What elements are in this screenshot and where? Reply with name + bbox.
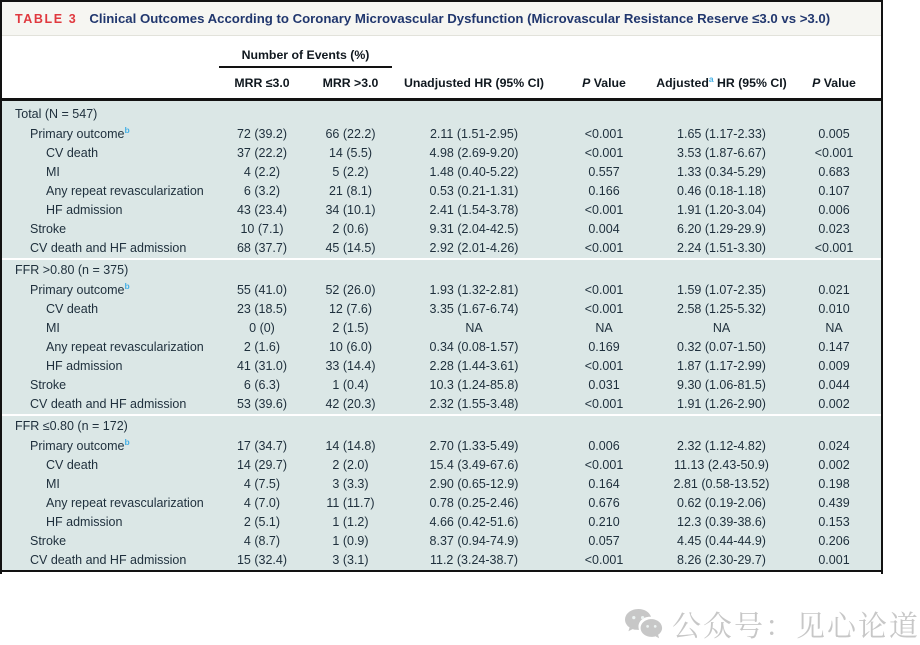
cell-col-1: 1 (0.4) — [332, 378, 369, 392]
cell-col-4: 0.62 (0.19-2.06) — [677, 496, 766, 510]
cell-col-0: 2 (1.6) — [243, 340, 281, 354]
cell-col-2: 3.35 (1.67-6.74) — [429, 302, 519, 316]
table-row — [2, 475, 881, 494]
cell-col-5: 0.206 — [818, 534, 850, 548]
cell-col-0: 23 (18.5) — [236, 302, 288, 316]
cell-col-2: 15.4 (3.49-67.6) — [429, 458, 519, 472]
cell-col-4: 3.53 (1.87-6.67) — [677, 146, 766, 160]
table-row — [2, 532, 881, 551]
cell-col-5: 0.009 — [818, 359, 850, 373]
cell-col-1: 1 (0.9) — [332, 534, 369, 548]
cell-col-5: 0.439 — [818, 496, 850, 510]
cell-col-1: 21 (8.1) — [328, 184, 373, 198]
cell-col-2: 2.90 (0.65-12.9) — [429, 477, 519, 491]
table-row — [2, 281, 881, 300]
cell-col-5: 0.147 — [818, 340, 850, 354]
cell-col-1: 42 (20.3) — [325, 397, 376, 411]
row-label: Any repeat revascularization — [46, 184, 204, 198]
row-label: HF admission — [46, 515, 123, 529]
cell-col-4: 4.45 (0.44-44.9) — [677, 534, 766, 548]
cell-col-3: NA — [595, 321, 613, 335]
cell-col-2: 2.28 (1.44-3.61) — [429, 359, 519, 373]
watermark-text: 公众号：见心论道 — [672, 609, 920, 643]
cell-col-0: 15 (32.4) — [236, 553, 288, 567]
row-label: CV death and HF admission — [30, 241, 187, 255]
section-header-row — [2, 260, 881, 281]
cell-col-3: 0.210 — [588, 515, 620, 529]
table-section-2 — [2, 414, 881, 570]
cell-col-4: 11.13 (2.43-50.9) — [674, 458, 769, 472]
table-row — [2, 163, 881, 182]
cell-col-5: 0.021 — [818, 283, 850, 297]
cell-col-4: 12.3 (0.39-38.6) — [677, 515, 766, 529]
cell-col-0: 0 (0) — [249, 321, 275, 335]
table-section-1 — [2, 258, 881, 414]
row-label: Stroke — [30, 378, 67, 392]
cell-col-5: 0.010 — [818, 302, 850, 316]
row-label: CV death and HF admission — [30, 553, 187, 567]
row-label: MI — [46, 321, 60, 335]
cell-col-5: 0.683 — [818, 165, 850, 179]
row-label: Stroke — [30, 534, 67, 548]
cell-col-5: <0.001 — [814, 146, 854, 160]
cell-col-3: <0.001 — [584, 283, 624, 297]
cell-col-3: 0.006 — [588, 439, 620, 453]
cell-col-1: 52 (26.0) — [325, 283, 376, 297]
cell-col-2: 4.98 (2.69-9.20) — [429, 146, 519, 160]
cell-col-2: 0.78 (0.25-2.46) — [429, 496, 519, 510]
section-header-row — [2, 416, 881, 437]
cell-col-2: 8.37 (0.94-74.9) — [429, 534, 519, 548]
cell-col-0: 14 (29.7) — [236, 458, 288, 472]
cell-col-5: 0.023 — [818, 222, 850, 236]
cell-col-0: 4 (7.5) — [243, 477, 281, 491]
cell-col-4: 1.65 (1.17-2.33) — [677, 127, 766, 141]
cell-col-0: 6 (6.3) — [243, 378, 281, 392]
row-label: MI — [46, 165, 60, 179]
cell-col-2: 9.31 (2.04-42.5) — [429, 222, 519, 236]
row-label: Primary outcome$^b$ — [30, 436, 130, 453]
cell-col-5: 0.153 — [818, 515, 850, 529]
section-header-row — [2, 104, 881, 125]
column-header-5: P Value — [812, 76, 856, 90]
table-row — [2, 395, 881, 414]
cell-col-3: <0.001 — [584, 553, 624, 567]
cell-col-5: 0.002 — [818, 458, 850, 472]
column-header-4: Adjusted$^a$ HR (95% CI) — [656, 73, 787, 90]
cell-col-1: 10 (6.0) — [328, 340, 373, 354]
cell-col-3: <0.001 — [584, 203, 624, 217]
events-group-row — [2, 44, 881, 68]
cell-col-1: 33 (14.4) — [325, 359, 376, 373]
cell-col-4: 9.30 (1.06-81.5) — [677, 378, 766, 392]
table-row — [2, 338, 881, 357]
cell-col-4: NA — [712, 321, 731, 335]
table-row — [2, 456, 881, 475]
table-row — [2, 300, 881, 319]
cell-col-4: 2.24 (1.51-3.30) — [677, 241, 766, 255]
cell-col-2: 11.2 (3.24-38.7) — [429, 553, 519, 567]
events-group-header: Number of Events (%) — [219, 48, 392, 68]
cell-col-3: 0.164 — [588, 477, 620, 491]
table-title-band — [2, 2, 881, 36]
cell-col-0: 68 (37.7) — [236, 241, 288, 255]
row-label: CV death and HF admission — [30, 397, 187, 411]
cell-col-1: 2 (0.6) — [332, 222, 369, 236]
cell-col-2: 1.93 (1.32-2.81) — [429, 283, 519, 297]
cell-col-0: 2 (5.1) — [243, 515, 281, 529]
cell-col-2: 0.34 (0.08-1.57) — [429, 340, 519, 354]
cell-col-1: 11 (11.7) — [326, 496, 375, 510]
cell-col-5: 0.198 — [818, 477, 850, 491]
cell-col-0: 53 (39.6) — [236, 397, 288, 411]
section-label: Total (N = 547) — [15, 107, 98, 121]
cell-col-4: 0.46 (0.18-1.18) — [677, 184, 766, 198]
cell-col-2: 2.11 (1.51-2.95) — [429, 127, 519, 141]
column-header-row — [2, 68, 881, 98]
table-row — [2, 319, 881, 338]
cell-col-3: <0.001 — [584, 127, 624, 141]
watermark — [624, 604, 920, 645]
cell-col-0: 43 (23.4) — [236, 203, 288, 217]
cell-col-2: 4.66 (0.42-51.6) — [429, 515, 519, 529]
row-label: HF admission — [46, 203, 123, 217]
cell-col-5: 0.001 — [818, 553, 850, 567]
cell-col-4: 6.20 (1.29-29.9) — [677, 222, 766, 236]
cell-col-1: 45 (14.5) — [325, 241, 376, 255]
row-label: Primary outcome$^b$ — [30, 280, 130, 297]
row-label: Any repeat revascularization — [46, 496, 204, 510]
cell-col-1: 66 (22.2) — [325, 127, 376, 141]
cell-col-0: 10 (7.1) — [240, 222, 284, 236]
cell-col-1: 34 (10.1) — [325, 203, 376, 217]
cell-col-4: 1.33 (0.34-5.29) — [677, 165, 766, 179]
cell-col-4: 0.32 (0.07-1.50) — [677, 340, 766, 354]
row-label: Any repeat revascularization — [46, 340, 204, 354]
cell-col-1: 5 (2.2) — [332, 165, 369, 179]
cell-col-5: 0.002 — [818, 397, 850, 411]
cell-col-2: 2.32 (1.55-3.48) — [429, 397, 519, 411]
table-number-tag: TABLE 3 — [15, 11, 78, 26]
cell-col-0: 4 (7.0) — [243, 496, 281, 510]
cell-col-4: 1.91 (1.26-2.90) — [677, 397, 766, 411]
table-body — [2, 101, 920, 643]
cell-col-0: 4 (8.7) — [243, 534, 281, 548]
table-row — [2, 513, 881, 532]
cell-col-0: 41 (31.0) — [236, 359, 288, 373]
cell-col-5: 0.024 — [818, 439, 850, 453]
cell-col-3: 0.557 — [588, 165, 620, 179]
table-row — [2, 144, 881, 163]
column-header-0: MRR ≤3.0 — [234, 76, 290, 90]
table-row — [2, 182, 881, 201]
cell-col-3: <0.001 — [584, 302, 624, 316]
cell-col-0: 55 (41.0) — [236, 283, 288, 297]
row-label: CV death — [46, 458, 99, 472]
cell-col-4: 2.58 (1.25-5.32) — [677, 302, 766, 316]
cell-col-4: 1.87 (1.17-2.99) — [677, 359, 766, 373]
cell-col-2: 0.53 (0.21-1.31) — [429, 184, 519, 198]
cell-col-5: <0.001 — [814, 241, 854, 255]
bottom-strip — [2, 572, 881, 582]
row-label: Primary outcome$^b$ — [30, 124, 130, 141]
row-label: Stroke — [30, 222, 67, 236]
row-label: CV death — [46, 146, 99, 160]
cell-col-0: 4 (2.2) — [243, 165, 281, 179]
cell-col-3: 0.057 — [588, 534, 620, 548]
cell-col-0: 72 (39.2) — [236, 127, 288, 141]
cell-col-2: 2.70 (1.33-5.49) — [429, 439, 519, 453]
cell-col-2: NA — [465, 321, 483, 335]
cell-col-3: 0.676 — [588, 496, 620, 510]
cell-col-1: 12 (7.6) — [328, 302, 373, 316]
cell-col-1: 3 (3.1) — [332, 553, 369, 567]
cell-col-3: 0.166 — [588, 184, 620, 198]
cell-col-2: 10.3 (1.24-85.8) — [429, 378, 519, 392]
cell-col-3: 0.169 — [588, 340, 620, 354]
table-row — [2, 239, 881, 258]
table-row — [2, 437, 881, 456]
cell-col-1: 3 (3.3) — [332, 477, 369, 491]
table-title: Clinical Outcomes According to Coronary Microvascular Dysfunction (Microvascular Resistance Reserve ≤3.0 vs >3.0) — [89, 11, 831, 26]
cell-col-5: 0.006 — [818, 203, 850, 217]
row-label: CV death — [46, 302, 99, 316]
cell-col-2: 2.92 (2.01-4.26) — [429, 241, 519, 255]
cell-col-1: 14 (14.8) — [325, 439, 376, 453]
cell-col-0: 17 (34.7) — [236, 439, 288, 453]
table-row — [2, 494, 881, 513]
section-label: FFR >0.80 (n = 375) — [15, 263, 129, 277]
table-header-zone — [2, 36, 881, 101]
column-header-1: MRR >3.0 — [322, 76, 379, 90]
cell-col-1: 2 (1.5) — [332, 321, 369, 335]
table-row — [2, 125, 881, 144]
cell-col-5: 0.107 — [818, 184, 850, 198]
column-header-2: Unadjusted HR (95% CI) — [403, 76, 545, 90]
section-label: FFR ≤0.80 (n = 172) — [15, 419, 128, 433]
cell-col-1: 2 (2.0) — [332, 458, 369, 472]
cell-col-2: 2.41 (1.54-3.78) — [429, 203, 519, 217]
cell-col-5: 0.005 — [818, 127, 850, 141]
cell-col-0: 37 (22.2) — [236, 146, 288, 160]
cell-col-1: 14 (5.5) — [328, 146, 373, 160]
wechat-icon — [624, 607, 664, 643]
cell-col-1: 1 (1.2) — [332, 515, 369, 529]
cell-col-4: 2.81 (0.58-13.52) — [673, 477, 770, 491]
cell-col-4: 1.59 (1.07-2.35) — [677, 283, 766, 297]
cell-col-5: NA — [825, 321, 843, 335]
cell-col-3: <0.001 — [584, 397, 624, 411]
table-row — [2, 376, 881, 395]
row-label: MI — [46, 477, 60, 491]
cell-col-4: 8.26 (2.30-29.7) — [677, 553, 766, 567]
cell-col-3: <0.001 — [584, 359, 624, 373]
cell-col-3: <0.001 — [584, 458, 624, 472]
cell-col-3: <0.001 — [584, 241, 624, 255]
table-row — [2, 551, 881, 570]
table-row — [2, 220, 881, 239]
cell-col-3: 0.004 — [588, 222, 620, 236]
cell-col-5: 0.044 — [818, 378, 850, 392]
cell-col-0: 6 (3.2) — [243, 184, 281, 198]
cell-col-3: <0.001 — [584, 146, 624, 160]
cell-col-4: 1.91 (1.20-3.04) — [677, 203, 766, 217]
cell-col-2: 1.48 (0.40-5.22) — [429, 165, 519, 179]
row-label: HF admission — [46, 359, 123, 373]
table-section-0 — [2, 104, 881, 258]
cell-col-4: 2.32 (1.12-4.82) — [677, 439, 766, 453]
table-row — [2, 357, 881, 376]
cell-col-3: 0.031 — [588, 378, 620, 392]
column-header-3: P Value — [582, 76, 626, 90]
table-row — [2, 201, 881, 220]
